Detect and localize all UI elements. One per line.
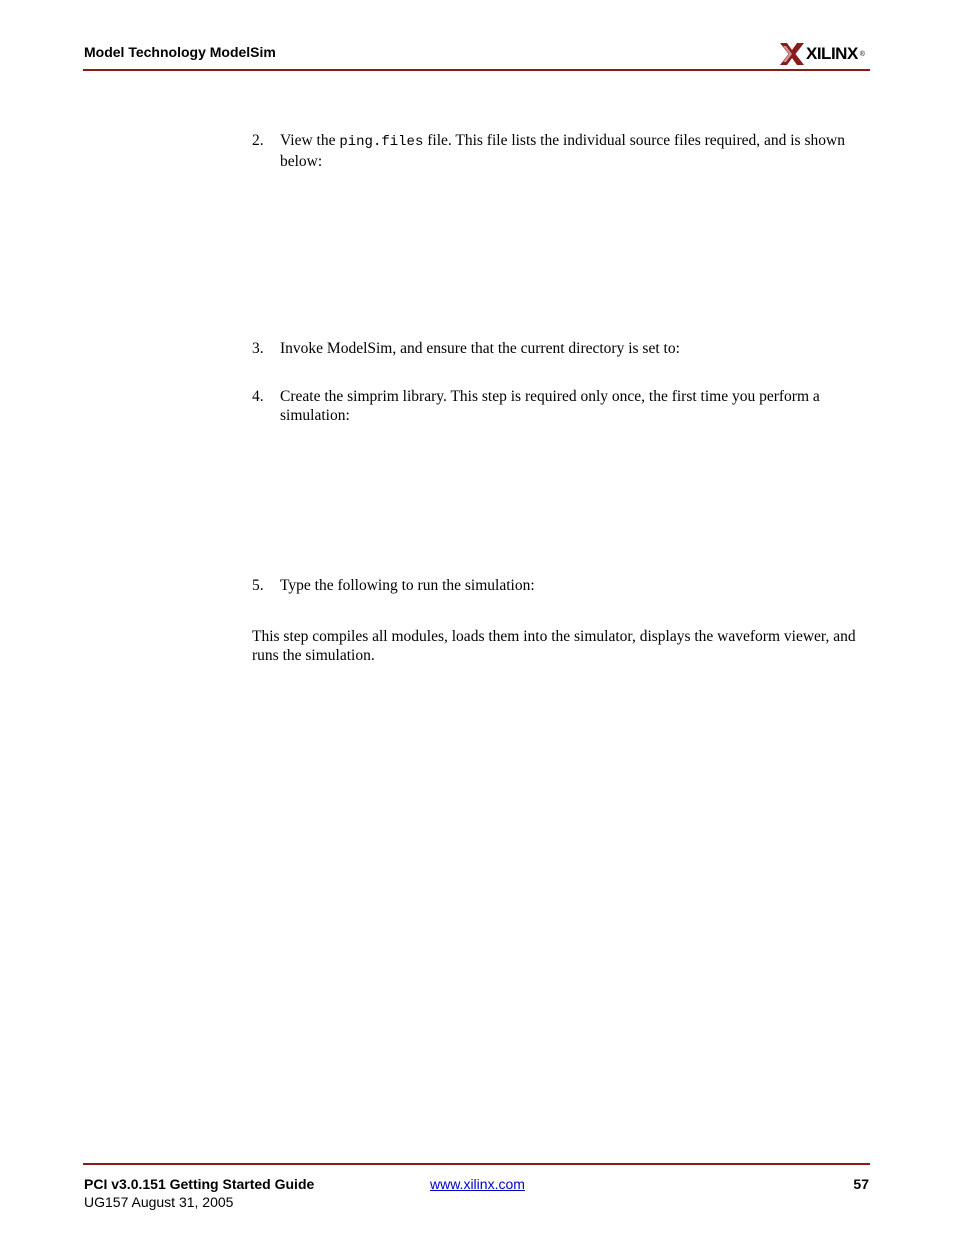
inline-code: ping.files	[339, 134, 424, 150]
step-text: Type the following to run the simulation:	[280, 577, 535, 594]
registered-mark: ®	[859, 50, 865, 58]
running-header-title: Model Technology ModelSim	[84, 44, 276, 60]
footer-website-link[interactable]: www.xilinx.com	[430, 1176, 525, 1192]
step-text: Create the simprim library. This step is required only once, the first time you perform a simulation:	[280, 388, 820, 424]
step-text-part: file. This file lists the individual source files required, and is shown below:	[280, 132, 845, 170]
footer-guide-title: PCI v3.0.151 Getting Started Guide	[84, 1176, 315, 1192]
step-number: 4.	[252, 388, 264, 405]
step-text: Invoke ModelSim, and ensure that the current directory is set to:	[280, 340, 680, 357]
closing-paragraph: This step compiles all modules, loads them into the simulator, displays the waveform viewer, and runs the simulation.	[252, 628, 856, 664]
step-number: 3.	[252, 340, 264, 357]
step-number: 5.	[252, 577, 264, 594]
step-4	[252, 387, 872, 425]
header-rule	[83, 69, 870, 71]
step-2	[252, 131, 872, 171]
page-number: 57	[853, 1176, 869, 1192]
step-3	[252, 339, 872, 358]
step-number: 2.	[252, 132, 264, 149]
xilinx-logo	[780, 40, 865, 68]
step-text-part: View the	[280, 132, 340, 149]
xilinx-x-icon	[780, 43, 804, 65]
logo-text: XILINX	[806, 44, 858, 63]
footer-rule	[83, 1163, 870, 1165]
footer-doc-date: UG157 August 31, 2005	[84, 1194, 234, 1210]
step-5	[252, 576, 872, 595]
step-text	[280, 131, 872, 171]
